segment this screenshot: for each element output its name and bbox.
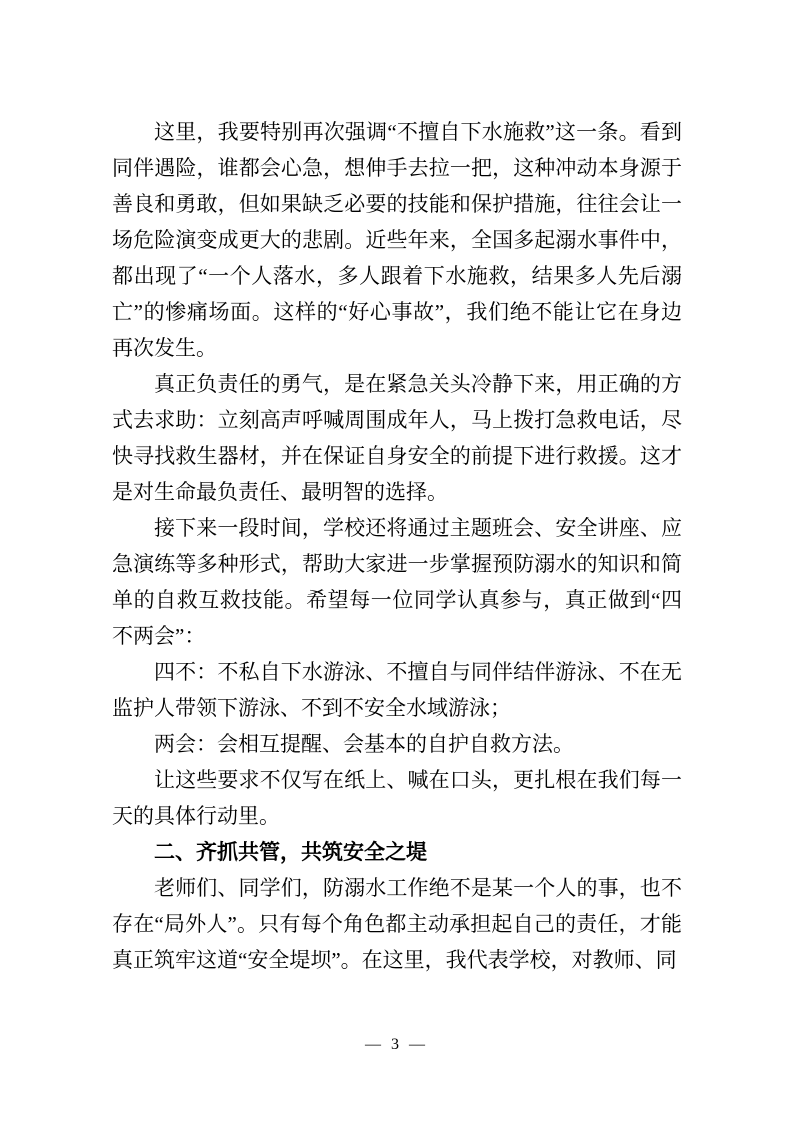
- paragraph-joint-management: 老师们、同学们，防溺水工作绝不是某一个人的事，也不存在“局外人”。只有每个角色都主动承担起自己的责任，才能真正筑牢这道“安全堤坝”。在这里，我代表学校，对教师、同: [112, 876, 682, 972]
- paragraph-responsible-courage: 真正负责任的勇气，是在紧急关头冷静下来，用正确的方式去求助：立刻高声呼喊周围成年人，马上拨打急救电话，尽快寻找救生器材，并在保证自身安全的前提下进行救援。这才是对生命最负责任、最明智的选择。: [112, 372, 682, 504]
- paragraph-emphasis-no-rescue: 这里，我要特别再次强调“不擅自下水施救”这一条。看到同伴遇险，谁都会心急，想伸手去拉一把，这种冲动本身源于善良和勇敢，但如果缺乏必要的技能和保护措施，往往会让一场危险演变成更大的悲剧。近些年来，全国多起溺水事件中，都出现了“一个人落水，多人跟着下水施救，结果多人先后溺亡”的惨痛场面。这样的“好心事故”，我们绝不能让它在身边再次发生。: [112, 120, 682, 360]
- document-body: [112, 114, 682, 978]
- paragraph-school-activities: 接下来一段时间，学校还将通过主题班会、安全讲座、应急演练等多种形式，帮助大家进一步掌握预防溺水的知识和简单的自救互救技能。希望每一位同学认真参与，真正做到“四不两会”：: [112, 516, 682, 648]
- page-number: — 3 —: [365, 1036, 428, 1053]
- paragraph-put-into-action: 让这些要求不仅写在纸上、喊在口头，更扎根在我们每一天的具体行动里。: [112, 768, 682, 828]
- paragraph-two-abilities: 两会：会相互提醒、会基本的自护自救方法。: [154, 732, 574, 756]
- paragraph-four-nos: 四不：不私自下水游泳、不擅自与同伴结伴游泳、不在无监护人带领下游泳、不到不安全水域游泳；: [112, 660, 682, 720]
- section-heading-two: 二、齐抓共管，共筑安全之堤: [154, 840, 427, 864]
